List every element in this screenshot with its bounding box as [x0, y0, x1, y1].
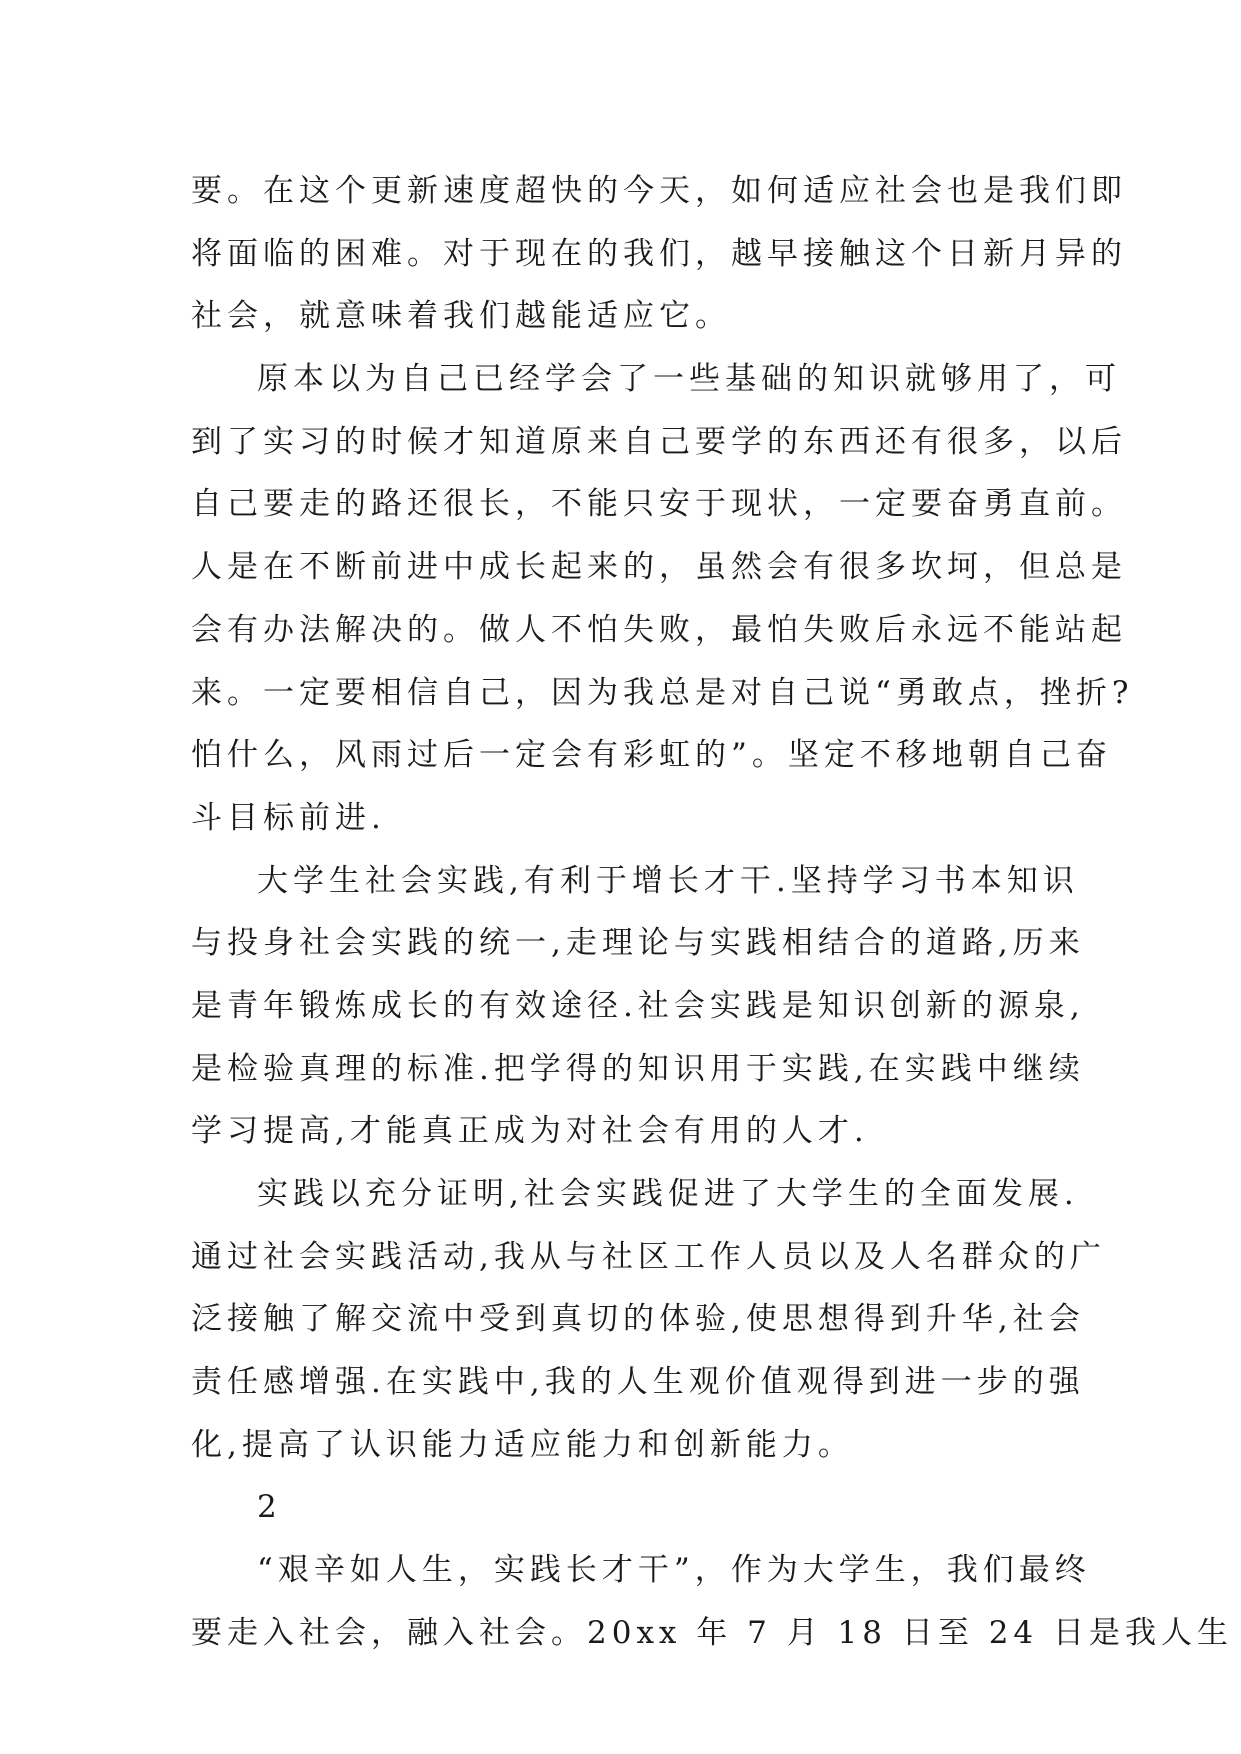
text-line: 将面临的困难。对于现在的我们，越早接触这个日新月异的 — [191, 235, 1127, 272]
body-text — [191, 160, 1234, 1665]
text-line: 社会，就意味着我们越能适应它。 — [191, 298, 731, 335]
text-line: 责任感增强.在实践中,我的人生观价值观得到进一步的强 — [191, 1364, 1085, 1401]
text-line: 来。一定要相信自己，因为我总是对自己说“勇敢点，挫折? — [191, 674, 1134, 711]
text-line: 实践以充分证明,社会实践促进了大学生的全面发展. — [257, 1176, 1079, 1212]
text-line: 会有办法解决的。做人不怕失败，最怕失败后永远不能站起 — [191, 611, 1127, 648]
text-line: 学习提高,才能真正成为对社会有用的人才. — [191, 1113, 869, 1150]
text-line: 怕什么，风雨过后一定会有彩虹的”。坚定不移地朝自己奋 — [191, 737, 1112, 774]
text-line: 通过社会实践活动,我从与社区工作人员以及人名群众的广 — [191, 1238, 1106, 1275]
text-line: 化,提高了认识能力适应能力和创新能力。 — [191, 1426, 854, 1463]
text-line: 斗目标前进. — [191, 799, 386, 836]
text-line: 原本以为自己已经学会了一些基础的知识就够用了，可 — [257, 361, 1121, 398]
text-line: 自己要走的路还很长，不能只安于现状，一定要奋勇直前。 — [191, 486, 1127, 523]
text-line: 要走入社会，融入社会。20xx 年 7 月 18 日至 24 日是我人生 — [191, 1614, 1234, 1651]
text-line: 是青年锻炼成长的有效途径.社会实践是知识创新的源泉, — [191, 987, 1085, 1024]
text-line: “艰辛如人生，实践长才干”，作为大学生，我们最终 — [257, 1552, 1091, 1589]
text-line: 到了实习的时候才知道原来自己要学的东西还有很多，以后 — [191, 423, 1127, 460]
text-line: 是检验真理的标准.把学得的知识用于实践,在实践中继续 — [191, 1050, 1085, 1087]
text-line: 大学生社会实践,有利于增长才干.坚持学习书本知识 — [257, 862, 1079, 899]
text-line: 与投身社会实践的统一,走理论与实践相结合的道路,历来 — [191, 925, 1085, 962]
text-line: 人是在不断前进中成长起来的，虽然会有很多坎坷，但总是 — [191, 549, 1127, 586]
text-line: 要。在这个更新速度超快的今天，如何适应社会也是我们即 — [191, 173, 1127, 209]
text-line: 泛接触了解交流中受到真切的体验,使思想得到升华,社会 — [191, 1301, 1085, 1338]
section-number: 2 — [257, 1489, 282, 1526]
